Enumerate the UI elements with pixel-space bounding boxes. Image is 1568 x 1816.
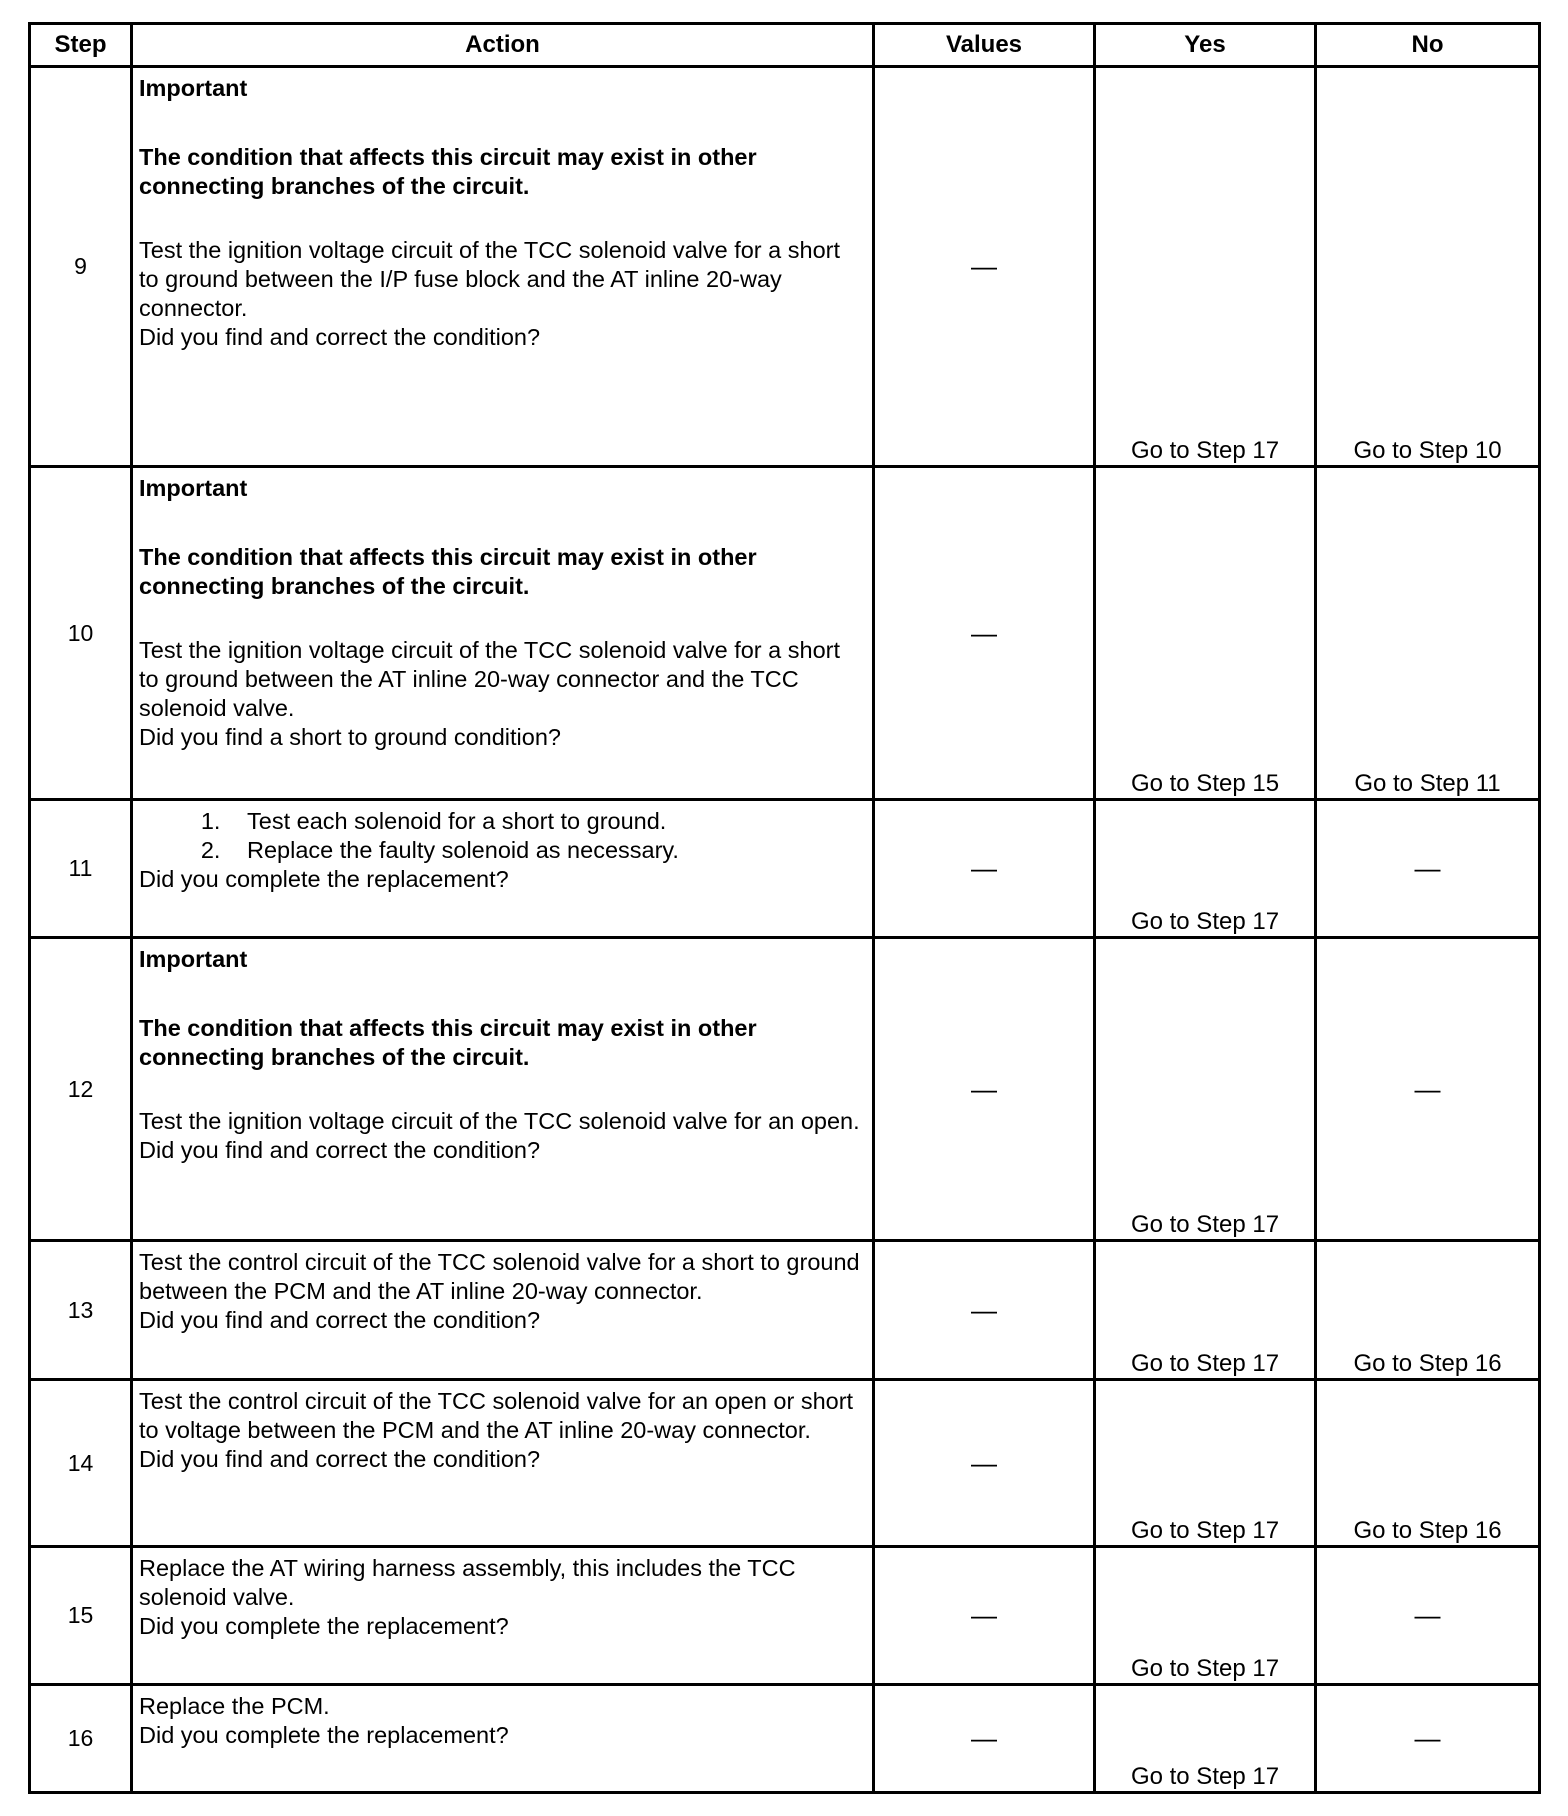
- important-label: Important: [139, 475, 248, 501]
- yes-link: Go to Step 17: [1095, 938, 1316, 1241]
- table-row: [30, 800, 1540, 938]
- values-cell: —: [874, 67, 1095, 467]
- values-cell: —: [874, 1241, 1095, 1380]
- table-row: [30, 1685, 1540, 1793]
- table-row: [30, 467, 1540, 800]
- step-number: 16: [30, 1685, 132, 1793]
- action-text: Test the ignition voltage circuit of the TCC solenoid valve for a short to ground between the I/P fuse block and the AT inline 20-way connector.: [139, 237, 841, 321]
- yes-link: Go to Step 17: [1095, 800, 1316, 938]
- action-question: Did you find and correct the condition?: [139, 1137, 541, 1163]
- no-link: Go to Step 11: [1316, 467, 1540, 800]
- yes-link: Go to Step 17: [1095, 1547, 1316, 1685]
- action-cell: [132, 1685, 874, 1793]
- yes-link: Go to Step 17: [1095, 1241, 1316, 1380]
- header-yes: Yes: [1095, 24, 1316, 67]
- important-label: Important: [139, 75, 248, 101]
- yes-link: Go to Step 17: [1095, 67, 1316, 467]
- action-steps-list: [139, 807, 864, 865]
- list-item: 2. Replace the faulty solenoid as necessary.: [227, 836, 864, 865]
- values-cell: —: [874, 467, 1095, 800]
- header-step: Step: [30, 24, 132, 67]
- action-question: Did you complete the replacement?: [139, 866, 509, 892]
- step-number: 14: [30, 1380, 132, 1547]
- no-cell: —: [1316, 938, 1540, 1241]
- table-row: [30, 1241, 1540, 1380]
- action-question: Did you find and correct the condition?: [139, 1446, 541, 1472]
- action-cell: [132, 938, 874, 1241]
- action-text: Replace the PCM.: [139, 1693, 330, 1719]
- action-text: Test the ignition voltage circuit of the TCC solenoid valve for a short to ground between the AT inline 20-way connector and the TCC solenoid valve.: [139, 637, 841, 721]
- yes-link: Go to Step 15: [1095, 467, 1316, 800]
- step-number: 15: [30, 1547, 132, 1685]
- action-cell: [132, 467, 874, 800]
- no-link: Go to Step 10: [1316, 67, 1540, 467]
- action-text: Replace the AT wiring harness assembly, this includes the TCC solenoid valve.: [139, 1555, 796, 1610]
- action-cell: [132, 67, 874, 467]
- header-action: Action: [132, 24, 874, 67]
- yes-link: Go to Step 17: [1095, 1380, 1316, 1547]
- step-number: 11: [30, 800, 132, 938]
- action-cell: [132, 1547, 874, 1685]
- action-question: Did you find and correct the condition?: [139, 1307, 541, 1333]
- values-cell: —: [874, 800, 1095, 938]
- table-row: [30, 938, 1540, 1241]
- values-cell: —: [874, 1380, 1095, 1547]
- list-item: 1. Test each solenoid for a short to ground.: [227, 807, 864, 836]
- header-values: Values: [874, 24, 1095, 67]
- action-text: Test the ignition voltage circuit of the TCC solenoid valve for an open.: [139, 1108, 860, 1134]
- important-note: The condition that affects this circuit may exist in other connecting branches of the circuit.: [139, 144, 757, 199]
- important-label: Important: [139, 946, 248, 972]
- action-question: Did you find and correct the condition?: [139, 324, 541, 350]
- action-cell: [132, 800, 874, 938]
- action-question: Did you find a short to ground condition?: [139, 724, 561, 750]
- values-cell: —: [874, 938, 1095, 1241]
- no-link: Go to Step 16: [1316, 1380, 1540, 1547]
- action-cell: [132, 1380, 874, 1547]
- yes-link: Go to Step 17: [1095, 1685, 1316, 1793]
- no-cell: —: [1316, 1685, 1540, 1793]
- no-link: Go to Step 16: [1316, 1241, 1540, 1380]
- step-number: 10: [30, 467, 132, 800]
- step-number: 12: [30, 938, 132, 1241]
- header-no: No: [1316, 24, 1540, 67]
- action-text: Test the control circuit of the TCC solenoid valve for an open or short to voltage between the PCM and the AT inline 20-way connector.: [139, 1388, 854, 1443]
- important-note: The condition that affects this circuit may exist in other connecting branches of the circuit.: [139, 544, 757, 599]
- no-cell: —: [1316, 800, 1540, 938]
- table-row: [30, 1547, 1540, 1685]
- step-number: 9: [30, 67, 132, 467]
- values-cell: —: [874, 1685, 1095, 1793]
- table-row: [30, 67, 1540, 467]
- action-question: Did you complete the replacement?: [139, 1722, 509, 1748]
- step-number: 13: [30, 1241, 132, 1380]
- header-row: [30, 24, 1540, 67]
- table-row: [30, 1380, 1540, 1547]
- important-note: The condition that affects this circuit may exist in other connecting branches of the circuit.: [139, 1015, 757, 1070]
- values-cell: —: [874, 1547, 1095, 1685]
- action-text: Test the control circuit of the TCC solenoid valve for a short to ground between the PCM and the AT inline 20-way connector.: [139, 1249, 860, 1304]
- no-cell: —: [1316, 1547, 1540, 1685]
- action-cell: [132, 1241, 874, 1380]
- action-question: Did you complete the replacement?: [139, 1613, 509, 1639]
- diagnostic-table: [28, 22, 1541, 1794]
